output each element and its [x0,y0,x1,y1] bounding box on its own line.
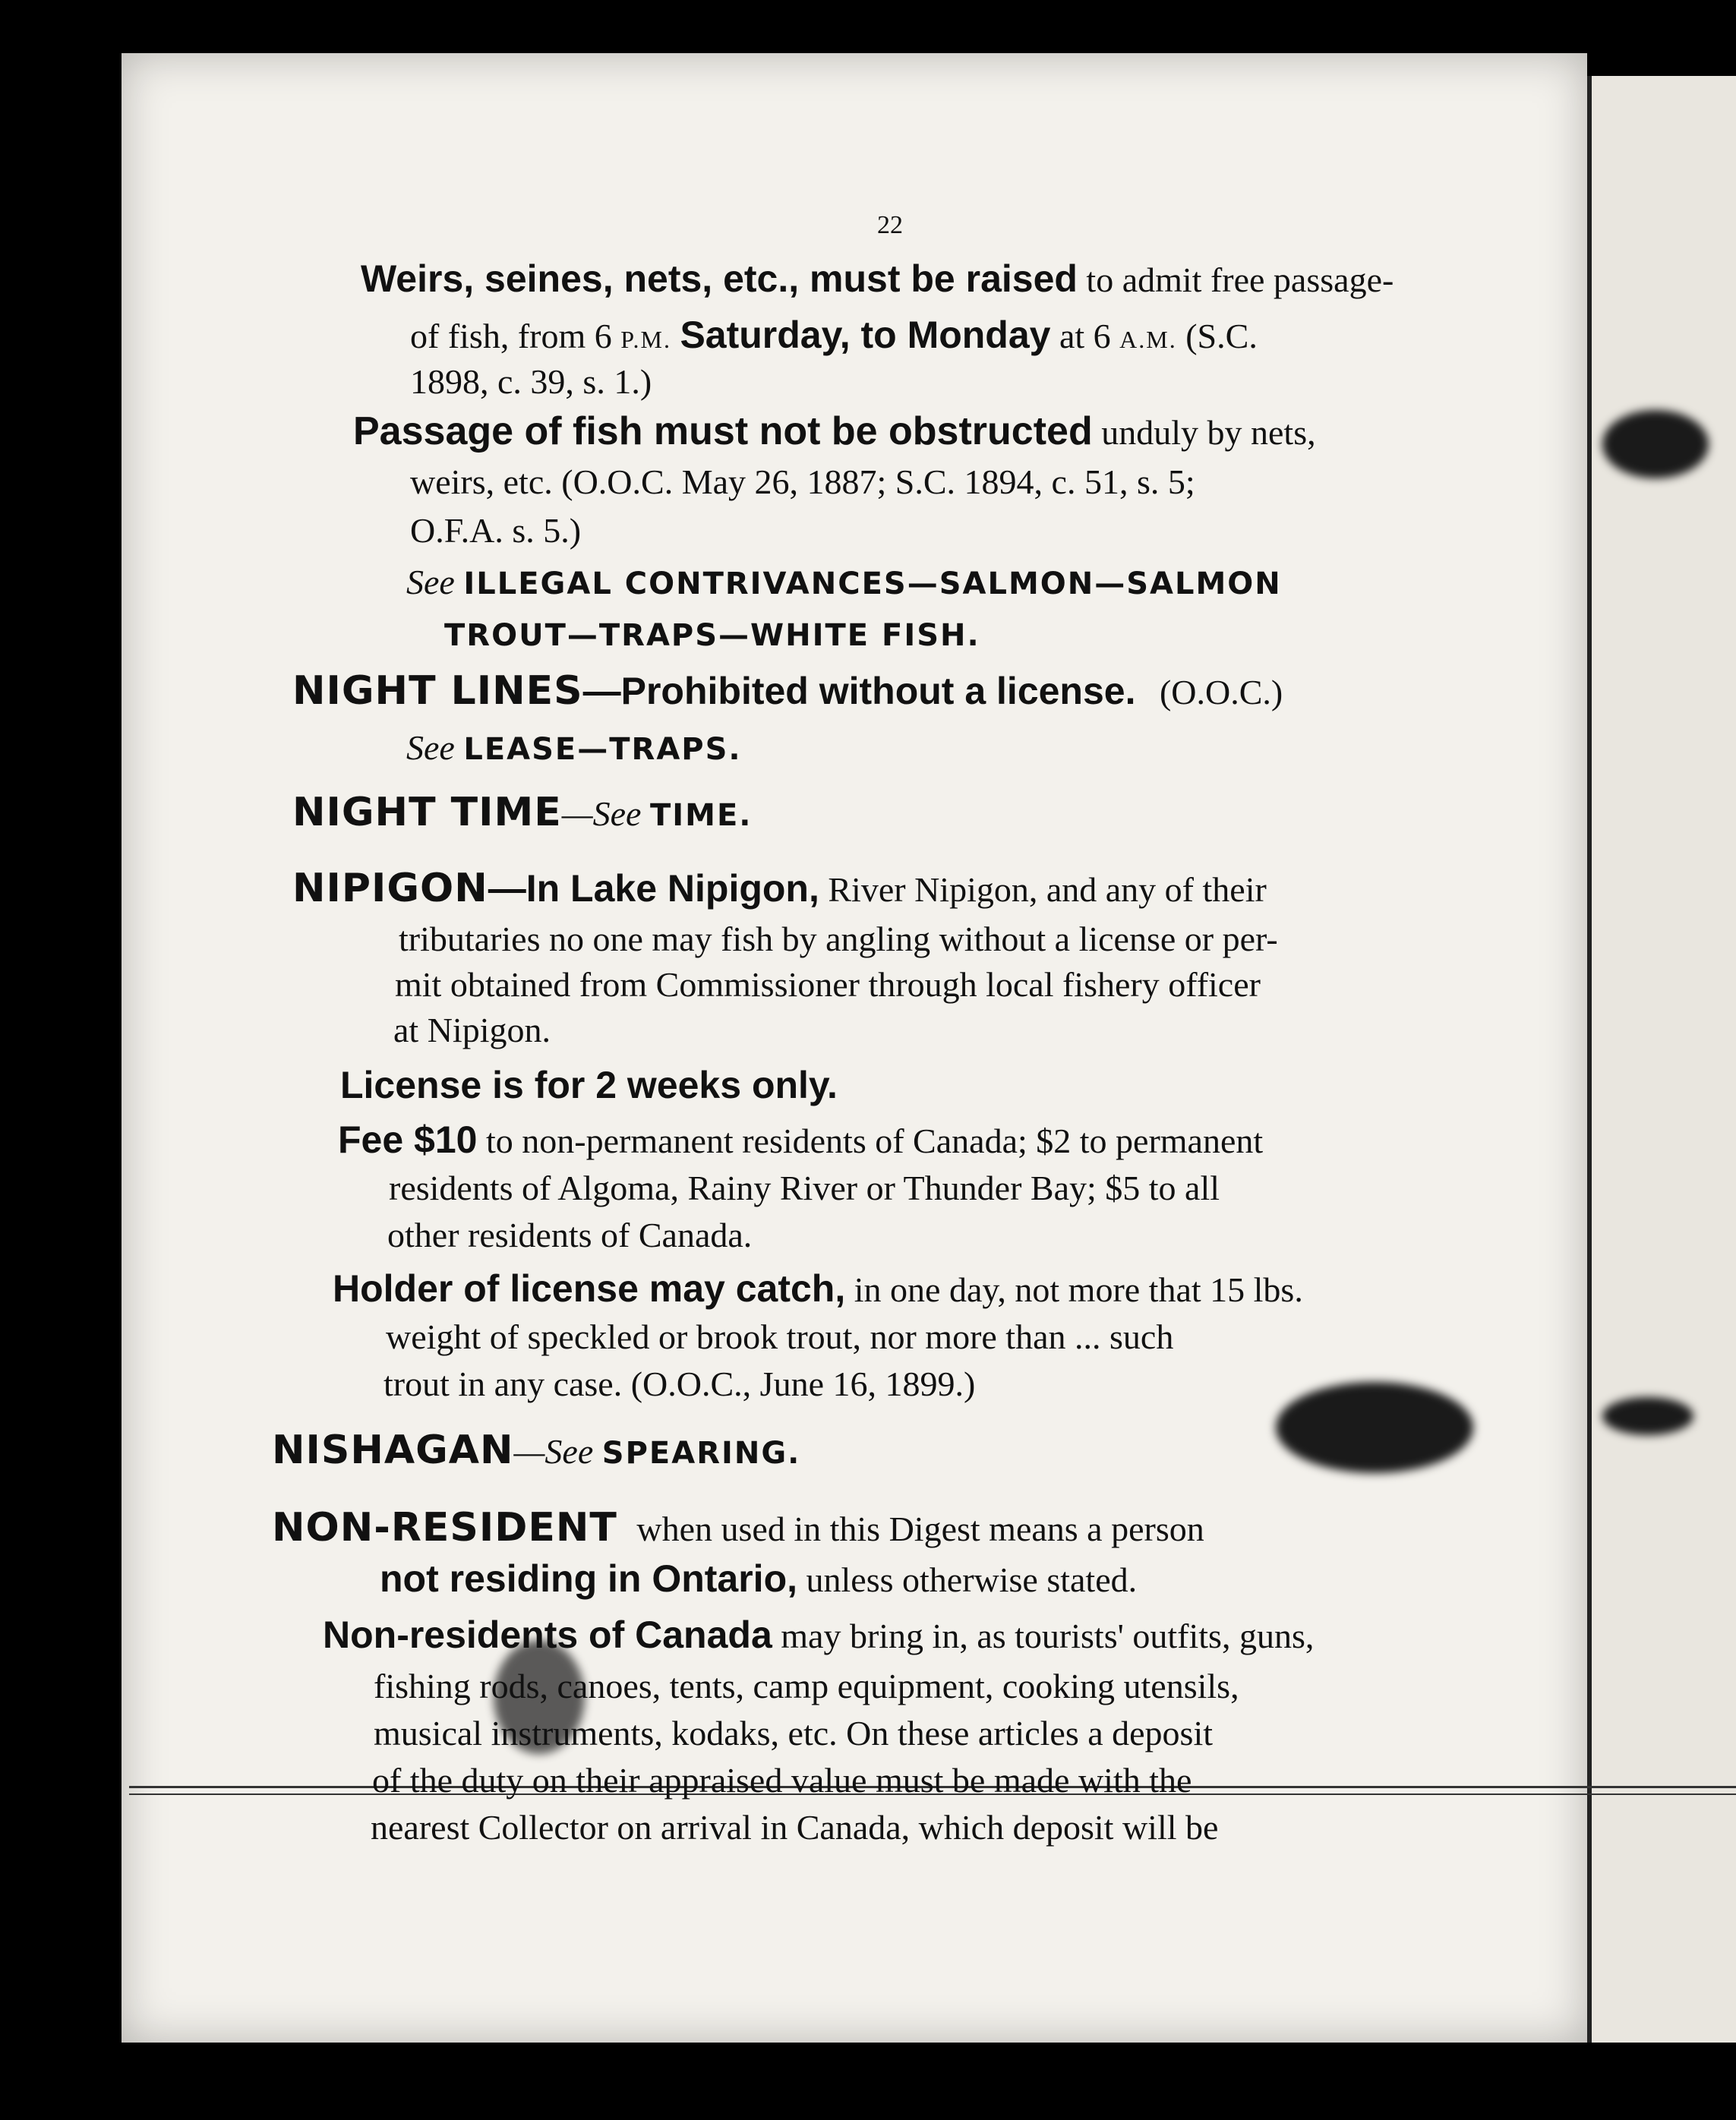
entry-heading: NIPIGON [292,866,488,911]
see-label: See [406,563,455,601]
fee-text: to non-permanent residents of Canada; $2 to permanent [485,1122,1264,1160]
weirs-text: at 6 [1059,317,1111,355]
entry-text: unless otherwise stated. [806,1560,1138,1599]
weirs-lead: Weirs, seines, nets, etc., must be raised [361,257,1078,300]
weirs-ref: (S.C. [1185,317,1258,355]
weirs-text: to admit free passage- [1086,260,1394,299]
cross-reference: LEASE—TRAPS. [463,732,742,767]
see-illegal-line-1 [406,562,1282,602]
entry-text: may bring in, as tourists' outfits, guns, [781,1617,1315,1655]
see-label: See [406,728,455,767]
nipigon-holder-line-2: weight of speckled or brook trout, nor more than ... such [386,1317,1174,1356]
weirs-pm: P.M. [620,326,671,353]
nipigon-fee-line-1 [338,1118,1263,1162]
ink-blot [1602,1397,1693,1435]
see-illegal-line-2 [444,614,980,654]
cross-reference: TROUT—TRAPS—WHITE FISH. [444,618,980,653]
non-residents-canada-line-1 [323,1613,1314,1657]
nipigon-line-1 [292,866,1267,911]
nipigon-license: License is for 2 weeks only. [340,1064,838,1106]
nipigon-fee-line-2: residents of Algoma, Rainy River or Thunder Bay; $5 to all [389,1169,1220,1207]
cross-reference: SPEARING. [601,1436,801,1471]
non-residents-canada-line-5: nearest Collector on arrival in Canada, which deposit will be [371,1808,1219,1847]
entry-heading: NIGHT TIME [292,790,562,835]
facing-page-edge [1587,76,1736,2043]
nishagan-entry [272,1428,800,1473]
see-label: —See [513,1432,594,1471]
passage-text: unduly by nets, [1101,413,1316,452]
night-lines-entry [292,668,1283,714]
cross-reference: ILLEGAL CONTRIVANCES—SALMON—SALMON [463,566,1282,601]
ink-blot [1602,410,1709,478]
weirs-line-2 [410,313,1258,357]
holder-text: in one day, not more that 15 lbs. [854,1270,1303,1309]
ink-blot [1276,1382,1473,1473]
entry-heading: NON-RESIDENT [272,1505,617,1551]
passage-line-1 [353,409,1316,454]
non-resident-line-2 [380,1557,1137,1601]
holder-lead: Holder of license may catch, [333,1267,846,1310]
entry-lead: —In Lake Nipigon, [488,867,819,910]
weirs-line-1 [361,257,1394,301]
cross-reference: TIME. [649,798,753,833]
non-residents-canada-line-4: of the duty on their appraised value must be made with the [372,1761,1192,1800]
see-label: —See [561,794,642,833]
entry-text: when used in this Digest means a person [636,1510,1204,1548]
nipigon-line-4: at Nipigon. [393,1011,551,1049]
entry-text: River Nipigon, and any of their [828,870,1267,909]
passage-line-3: O.F.A. s. 5.) [410,511,582,550]
page-number: 22 [877,211,903,239]
entry-heading: NISHAGAN [272,1428,514,1473]
fee-lead: Fee $10 [338,1118,478,1161]
night-lines-see [406,727,742,768]
nipigon-fee-line-3: other residents of Canada. [387,1216,753,1254]
entry-lead: Non-residents of Canada [323,1614,772,1656]
entry-lead: not residing in Ontario, [380,1557,797,1600]
weirs-line-3: 1898, c. 39, s. 1.) [410,362,652,401]
entry-heading: NIGHT LINES [292,668,583,714]
weirs-days: Saturday, to Monday [680,314,1051,356]
nipigon-line-3: mit obtained from Commissioner through local fishery officer [395,965,1261,1004]
entry-ref: (O.O.C.) [1159,673,1283,711]
non-residents-canada-line-3: musical instruments, kodaks, etc. On these articles a deposit [374,1714,1214,1752]
non-resident-line-1 [272,1505,1204,1551]
passage-lead: Passage of fish must not be obstructed [353,409,1093,453]
nipigon-line-2: tributaries no one may fish by angling without a license or per- [399,920,1278,958]
nipigon-holder-line-1 [333,1267,1303,1311]
night-time-entry [292,790,752,835]
passage-line-2: weirs, etc. (O.O.C. May 26, 1887; S.C. 1894, c. 51, s. 5; [410,462,1195,501]
weirs-am: A.M. [1119,326,1177,353]
nipigon-holder-line-3: trout in any case. (O.O.C., June 16, 1899.) [383,1364,976,1403]
entry-text: —Prohibited without a license. [582,670,1136,712]
weirs-text: of fish, from 6 [410,317,612,355]
non-residents-canada-line-2: fishing rods, canoes, tents, camp equipment, cooking utensils, [374,1667,1239,1705]
